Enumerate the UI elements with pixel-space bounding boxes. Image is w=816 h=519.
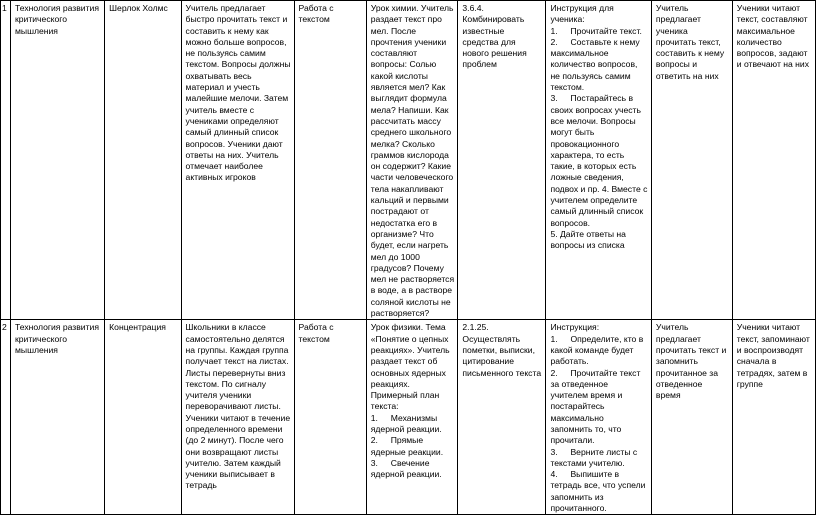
description-cell: Учитель предлагает быстро прочитать текст и составить к нему как можно больше вопросов, не пользуясь самим текстом. Вопросы должны охватывать весь материал и учесть малейшие мелочи. Затем учитель вместе с учениками определяют самый длинный список вопросов. Ученики дают ответы на них. Учитель отмечает наиболее активных игроков: [181, 1, 294, 320]
example-cell: [366, 320, 458, 515]
example-intro: Урок физики. Тема «Понятие о цепных реакциях». Учитель раздает текст об основных ядерных реакциях. Примерный план текста:: [370, 322, 450, 412]
example-cell: Урок химии. Учитель раздает текст про мел. После прочтения ученики составляют вопросы: Солью какой кислоты является мел? Как выглядит формула мела? Напиши. Как рассчитать массу среднего школьного мелка? Сколько граммов кислорода он содержит? Какие части человеческого тела накапливают кальций и первыми пострадают от недостатка его в организме? Что будет, если нагреть мел до 1000 градусов? Почему мел не растворяется в воде, а в растворе соляной кислоты не растворяется?: [366, 1, 458, 320]
method-cell: Концентрация: [105, 320, 181, 515]
instruction-cell: [546, 1, 651, 320]
instruction-title: Инструкция:: [550, 322, 600, 333]
instruction-item: 3. Верните листы с текстами учителю.: [550, 446, 638, 468]
work-type-cell: Работа с текстом: [294, 320, 366, 515]
example-item: 3. Свечение ядерной реакции.: [370, 457, 442, 480]
table-row: [1, 320, 816, 515]
method-cell: Шерлок Холмс: [105, 1, 181, 320]
instruction-cell: [546, 320, 651, 515]
technology-cell: Технология развития критического мышления: [10, 320, 104, 515]
row-number: 1: [1, 1, 11, 320]
table-row: [1, 1, 816, 320]
competency-cell: 2.1.25. Осуществлять пометки, выписки, цитирование письменного текста: [458, 320, 546, 515]
teacher-action-cell: Учитель предлагает ученика прочитать текст, составить к нему вопросы и ответить на них: [651, 1, 732, 320]
work-type-cell: Работа с текстом: [294, 1, 366, 320]
example-item: 2. Прямые ядерные реакции.: [370, 435, 444, 457]
instruction-item: 1. Прочитайте текст.: [550, 25, 642, 36]
description-cell: Школьники в классе самостоятельно делятся на группы. Каждая группа получает текст на листах. Листы перевернуты вниз текстом. По сигналу учителя ученики переворачивают листы. Ученики читают в течение определенного времени (до 2 минут). После чего они возвращают листы учителю. Затем каждый ученики выписывает в тетрадь: [181, 320, 294, 515]
row-number: 2: [1, 320, 11, 515]
instruction-item: 3. Постарайтесь в своих вопросах учесть все мелочи. Вопросы могут быть провокационного характера, то есть такие, в которых есть ложные сведения, подвох и пр. 4. Вместе с учителем определите самый длинный список вопросов.: [550, 93, 648, 228]
student-action-cell: Ученики читают текст, составляют максимальное количество вопросов, задают и отвечают на них: [732, 1, 815, 320]
teacher-action-cell: Учитель предлагает прочитать текст и запомнить прочитанное за отведенное время: [651, 320, 732, 515]
student-action-cell: Ученики читают текст, запоминают и воспроизводят сначала в тетрадях, затем в группе: [732, 320, 815, 515]
technology-cell: Технология развития критического мышления: [10, 1, 104, 320]
instruction-title: Инструкция для ученика:: [550, 3, 614, 25]
instruction-item: 1. Определите, кто в какой команде будет работать.: [550, 333, 644, 367]
instruction-item: 2. Составьте к нему максимальное количество вопросов, не пользуясь самим текстом.: [550, 36, 640, 93]
example-item: 1. Механизмы ядерной реакции.: [370, 412, 442, 434]
instruction-item: 2. Прочитайте текст за отведенное учителем время и постарайтесь максимально запомнить то, что прочитали.: [550, 367, 641, 446]
competency-cell: 3.6.4. Комбинировать известные средства для нового решения проблем: [458, 1, 546, 320]
instruction-item: 5. Дайте ответы на вопросы из списка: [550, 228, 626, 251]
instruction-item: 4. Выпишите в тетрадь все, что успели запомнить из прочитанного.: [550, 469, 646, 514]
